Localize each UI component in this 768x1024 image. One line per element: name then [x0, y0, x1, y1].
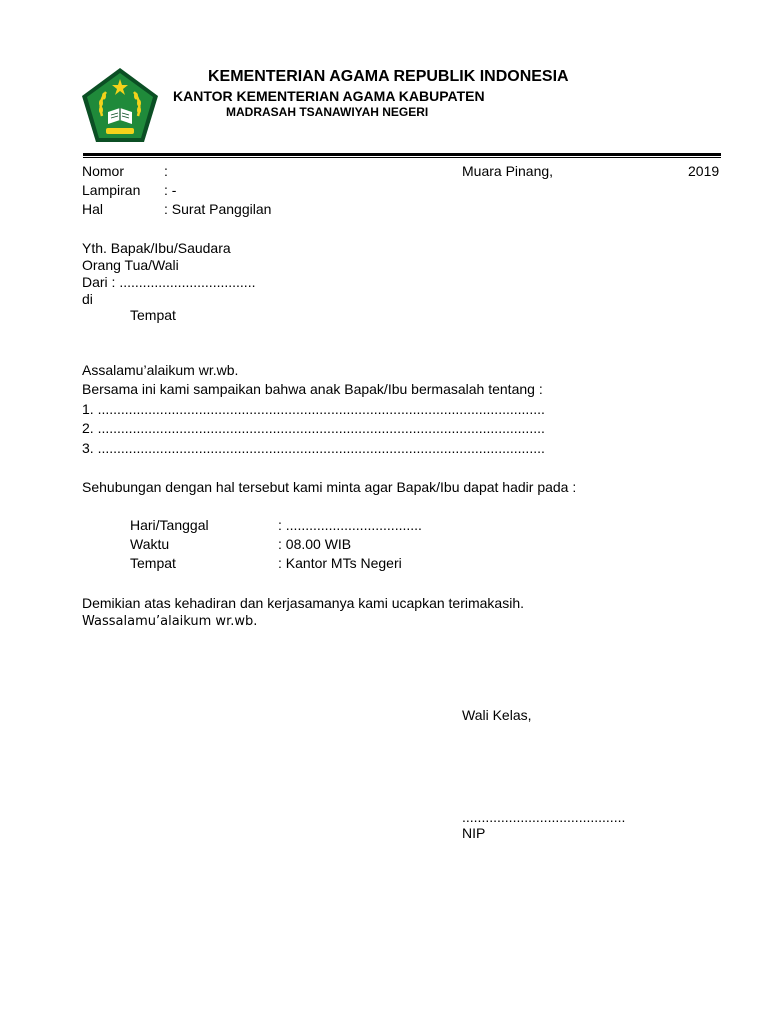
letterhead-ministry: KEMENTERIAN AGAMA REPUBLIK INDONESIA [208, 68, 569, 85]
recipient-line-1: Yth. Bapak/Ibu/Saudara [82, 240, 231, 256]
request-paragraph: Sehubungan dengan hal tersebut kami minta agar Bapak/Ibu dapat hadir pada : [82, 479, 577, 495]
schedule-label: Hari/Tanggal [130, 517, 209, 533]
recipient-line-4: di [82, 291, 93, 307]
letter-year: 2019 [688, 163, 720, 179]
signature-nip: NIP [462, 825, 486, 841]
issue-item-3: 3. ................................................................................................................... [82, 440, 545, 456]
recipient-line-2: Orang Tua/Wali [82, 257, 179, 273]
issue-item-2: 2. ................................................................................................................... [82, 420, 545, 436]
signature-title: Wali Kelas, [462, 707, 532, 723]
closing-salutation: Wassalamu’alaikum wr.wb. [82, 614, 258, 629]
schedule-row [130, 536, 351, 553]
closing-paragraph: Demikian atas kehadiran dan kerjasamanya kami ucapkan terimakasih. [82, 595, 524, 611]
signature-name-line: .......................................... [462, 809, 626, 825]
recipient-line-5: Tempat [130, 307, 176, 323]
lampiran-value: : - [164, 182, 177, 198]
ministry-logo-icon [80, 66, 160, 146]
nomor-label: Nomor [82, 163, 125, 179]
schedule-value: : ................................... [278, 517, 422, 533]
schedule-value: : Kantor MTs Negeri [278, 555, 402, 571]
schedule-row [130, 517, 422, 534]
meta-lampiran [82, 182, 176, 199]
issue-item-1: 1. ................................................................................................................... [82, 401, 545, 417]
intro-paragraph: Bersama ini kami sampaikan bahwa anak Bapak/Ibu bermasalah tentang : [82, 381, 543, 397]
letter-place: Muara Pinang, [462, 163, 554, 179]
hal-label: Hal [82, 201, 104, 217]
greeting: Assalamu’alaikum wr.wb. [82, 362, 239, 378]
meta-nomor [82, 163, 168, 180]
meta-hal [82, 201, 271, 218]
schedule-label: Tempat [130, 555, 176, 571]
schedule-value: : 08.00 WIB [278, 536, 352, 552]
lampiran-label: Lampiran [82, 182, 141, 198]
letterhead-rule-thin [83, 157, 721, 158]
letterhead-rule-thick [83, 153, 721, 156]
letterhead-office: KANTOR KEMENTERIAN AGAMA KABUPATEN [173, 88, 485, 104]
schedule-row [130, 555, 402, 572]
schedule-label: Waktu [130, 536, 170, 552]
recipient-line-3: Dari : ................................... [82, 274, 256, 290]
nomor-value: : [164, 163, 168, 179]
letterhead-school: MADRASAH TSANAWIYAH NEGERI [226, 105, 429, 119]
hal-value: : Surat Panggilan [164, 201, 272, 217]
